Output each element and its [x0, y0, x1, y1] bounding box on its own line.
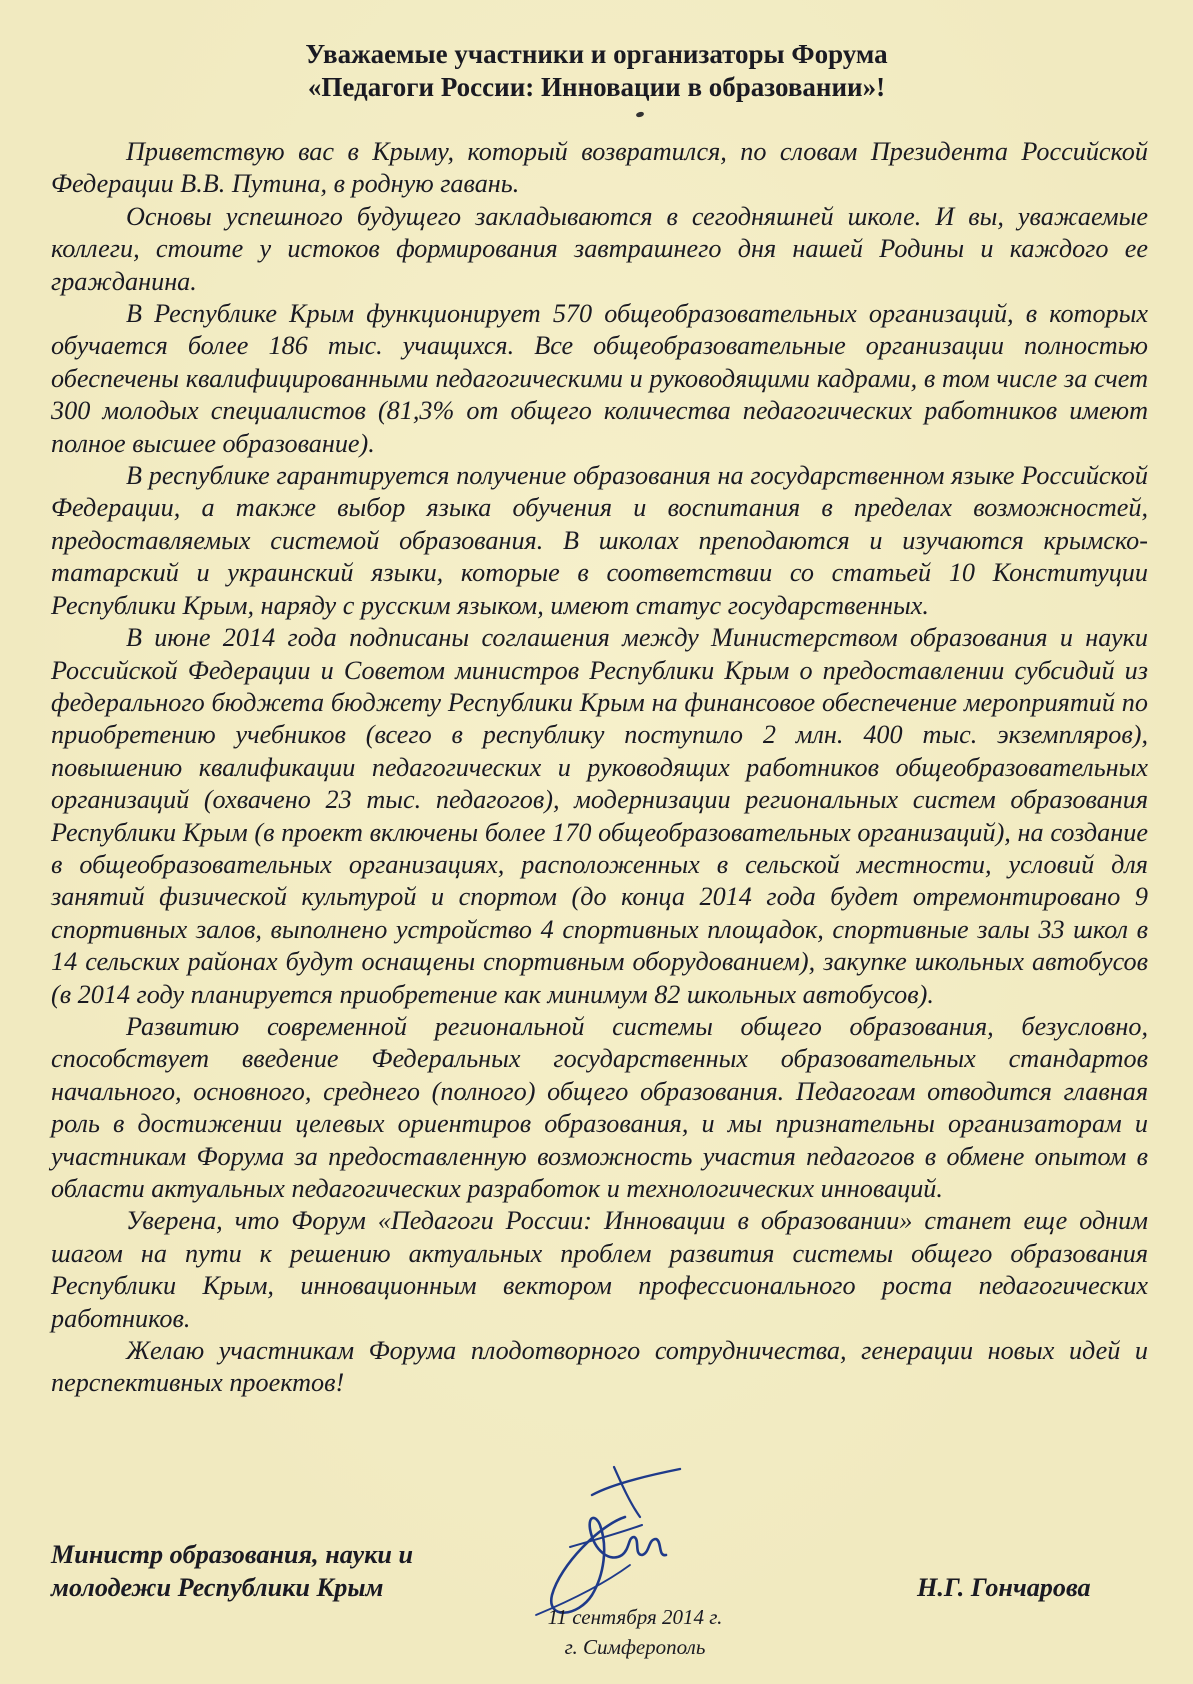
header-line-2: «Педагоги России: Инновации в образовании»! — [307, 72, 886, 102]
letter-date: 11 сентября 2014 г. — [547, 1605, 723, 1629]
paragraph-future: Основы успешного будущего закладываются в сегодняшней школе. И вы, уважаемые коллеги, стоите у истоков формирования завтрашнего дня нашей Родины и каждого ее гражданина. — [51, 201, 1148, 296]
paragraph-greeting: Приветствую вас в Крыму, который возвратился, по словам Президента Российской Федерации В.В. Путина, в родную гавань. — [51, 137, 1148, 199]
paragraph-statistics: В Республике Крым функционирует 570 общеобразовательных организаций, в которых обучается более 186 тыс. учащихся. Все общеобразовательные организации полностью обеспечены квалифицированными педагогическими и руководящими кадрами, в том числе за счет 300 молодых специалистов (81,3% от общего количества педагогических работников имеют полное высшее образование). — [51, 299, 1148, 458]
signatory-name: Н.Г. Гончарова — [917, 1573, 1091, 1602]
letter-body — [51, 136, 1148, 1400]
paragraph-wishes: Желаю участникам Форума плодотворного сотрудничества, генерации новых идей и перспективных проектов! — [51, 1336, 1148, 1398]
paragraph-agreements: В июне 2014 года подписаны соглашения между Министерством образования и науки Российской Федерации и Советом министров Республики Крым о предоставлении субсидий из федерального бюджета бюджету Республики Крым на финансовое обеспечение мероприятий по приобретению учебников (всего в республику поступило 2 млн. 400 тыс. экземпляров), повышению квалификации педагогических и руководящих работников общеобразовательных организаций (охвачено 23 тыс. педагогов), модернизации региональных систем образования Республики Крым (в проект включены более 170 общеобразовательных организаций), на создание в общеобразовательных организациях, расположенных в сельской местности, условий для занятий физической культурой и спортом (до конца 2014 года будет отремонтировано 9 спортивных залов, выполнено устройство 4 спортивных площадок, спортивные залы 33 школ в 14 сельских районах будут оснащены спортивным оборудованием), закупке школьных автобусов (в 2014 году планируется приобретение как минимум 82 школьных автобусов). — [51, 623, 1148, 1009]
letter-place: г. Симферополь — [564, 1635, 706, 1659]
letter-header — [0, 38, 1193, 104]
header-line-1: Уважаемые участники и организаторы Форума — [305, 39, 888, 69]
paragraph-forum: Уверена, что Форум «Педагоги России: Инновации в образовании» станет еще одним шагом на пути к решению актуальных проблем развития системы общего образования Республики Крым, инновационным вектором профессионального роста педагогических работников. — [51, 1206, 1148, 1333]
signatory-title — [51, 1538, 413, 1604]
signatory-title-line-1: Министр образования, науки и — [51, 1540, 414, 1569]
date-place-block — [500, 1602, 770, 1662]
paragraph-standards: Развитию современной региональной системы общего образования, безусловно, способствует введение Федеральных государственных образовательных стандартов начального, основного, среднего (полного) общего образования. Педагогам отводится главная роль в достижении целевых ориентиров образования, и мы признательны организаторам и участникам Форума за предоставленную возможность участия педагогов в обмене опытом в области актуальных педагогических разработок и технологических инноваций. — [51, 1011, 1148, 1203]
signatory-title-line-2: молодежи Республики Крым — [51, 1573, 384, 1602]
ink-dot-mark — [635, 111, 644, 118]
paragraph-languages: В республике гарантируется получение образования на государственном языке Российской Федерации, а также выбор языка обучения и воспитания в пределах возможностей, предоставляемых системой образования. В школах преподаются и изучаются крымско-татарский и украинский языки, которые в соответствии со статьей 10 Конституции Республики Крым, наряду с русским языком, имеют статус государственных. — [51, 461, 1148, 620]
handwritten-signature — [530, 1455, 700, 1625]
